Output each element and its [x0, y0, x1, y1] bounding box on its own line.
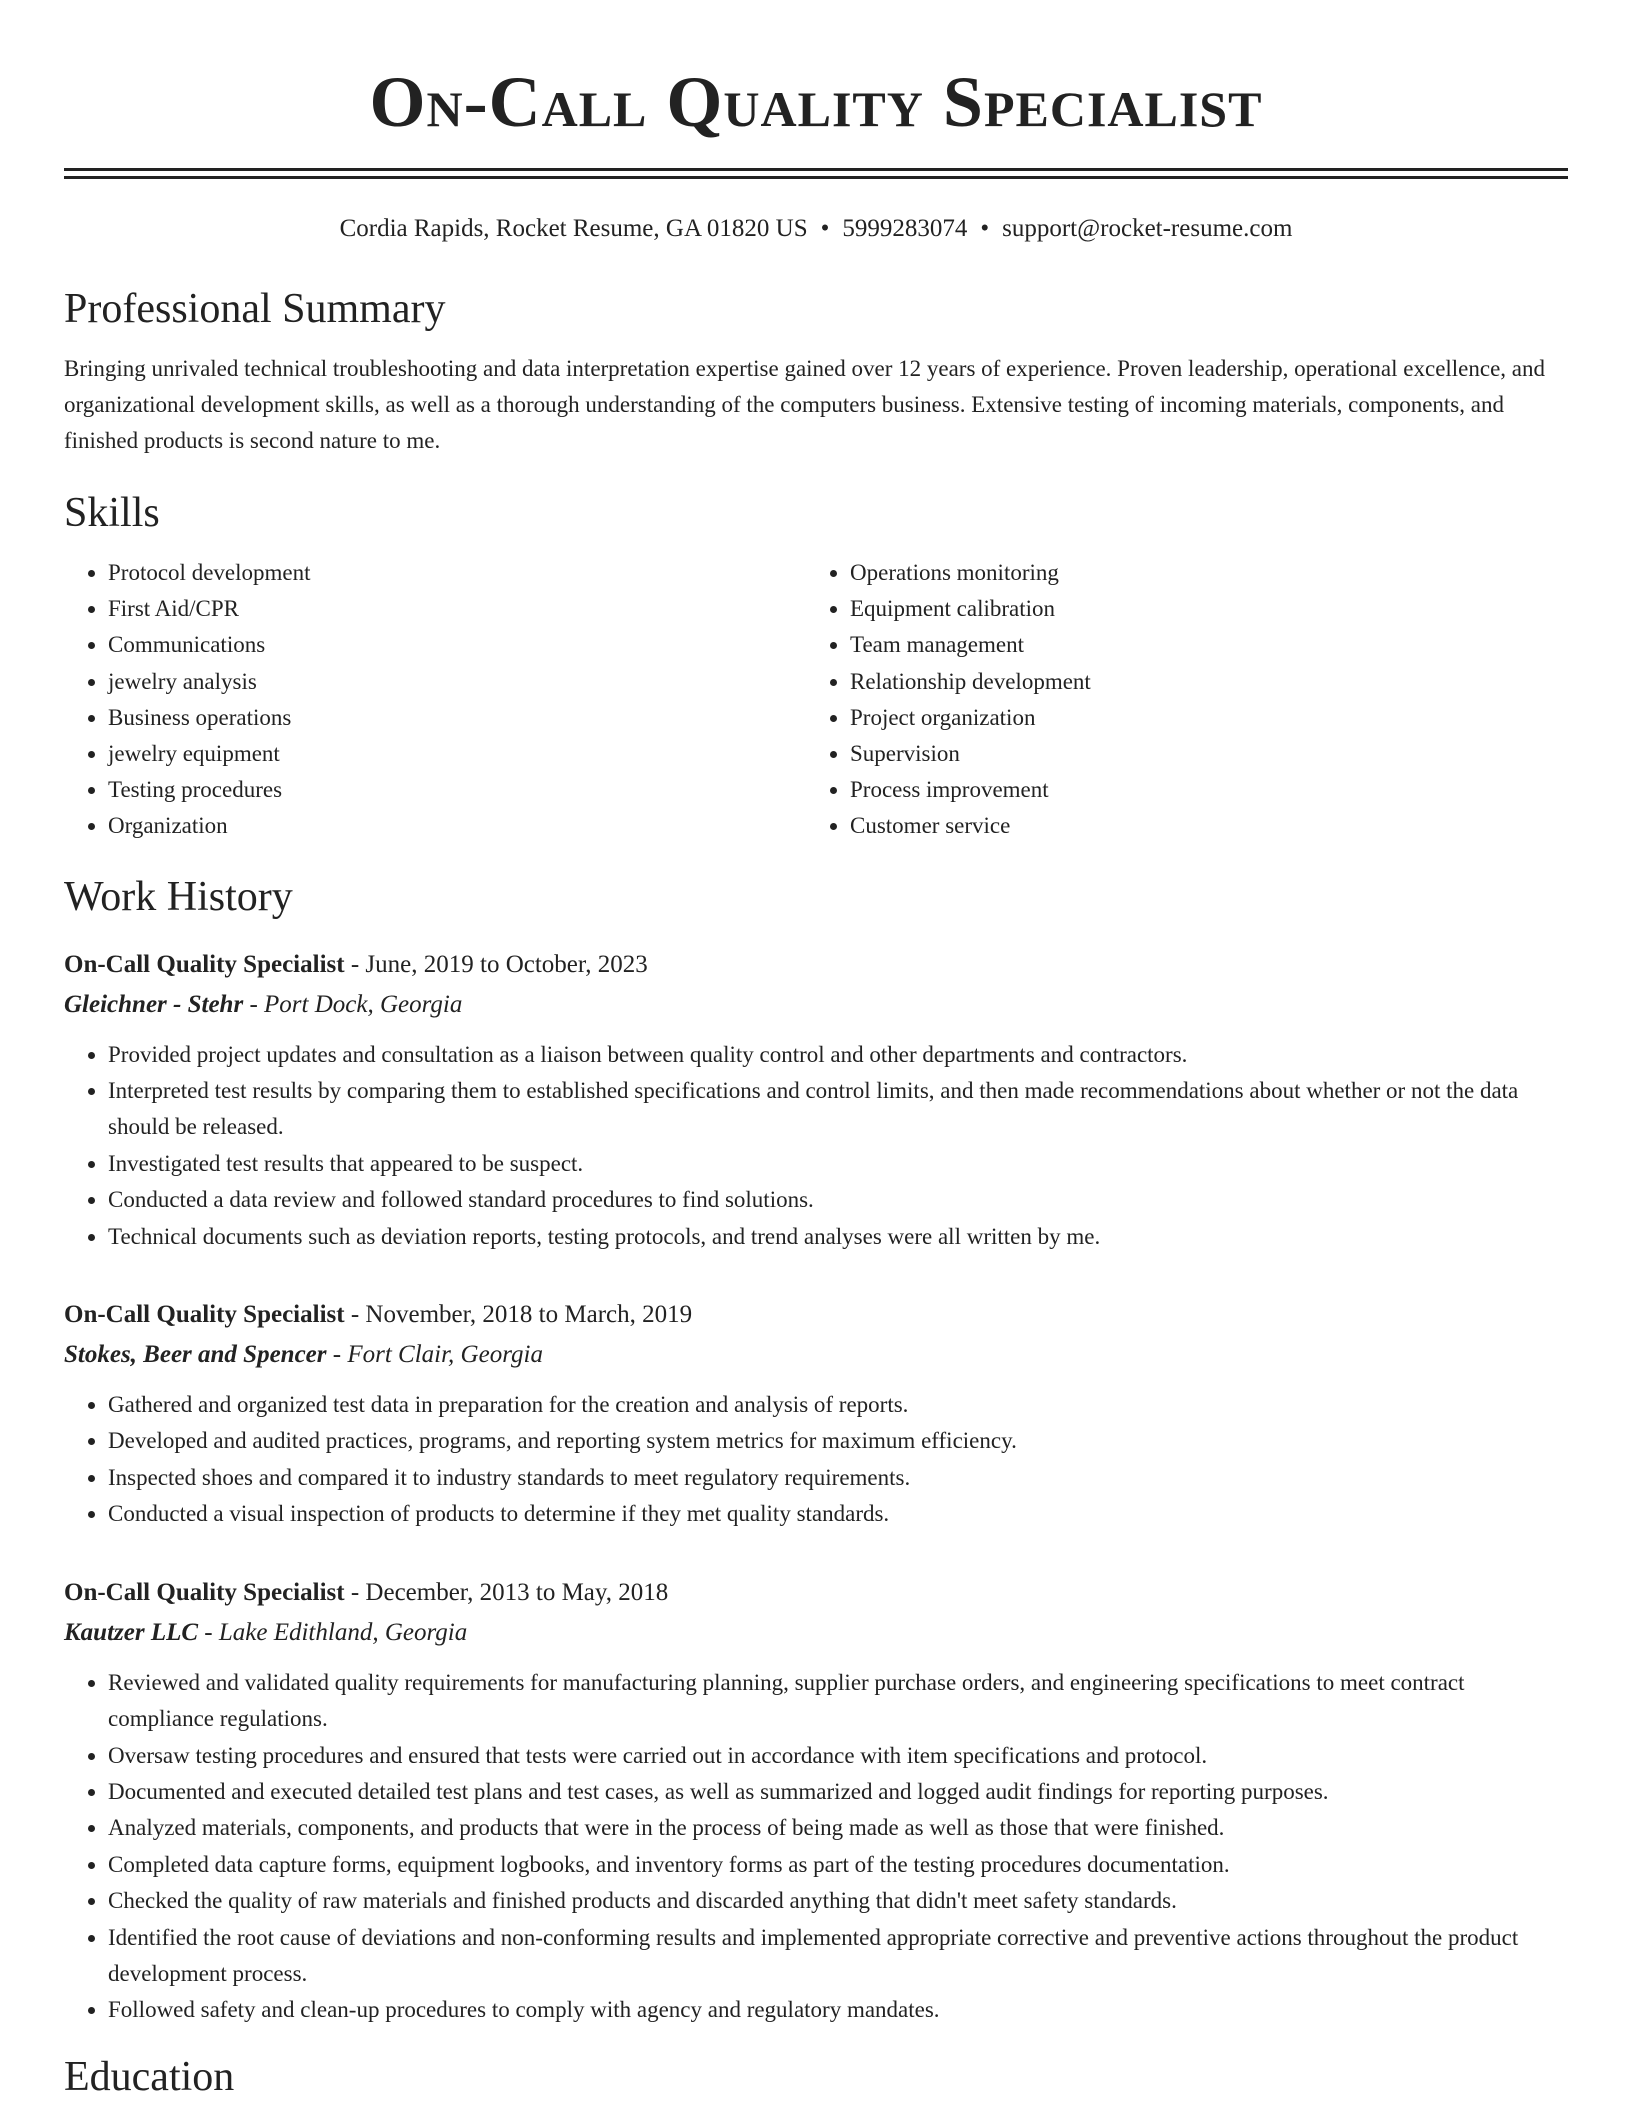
- company-location: - Fort Clair, Georgia: [326, 1341, 543, 1369]
- job-bullet: • Completed data capture forms, equipment logbooks, and inventory forms as part of the testing procedures documentation.: [108, 1847, 1568, 1883]
- job-bullet: • Technical documents such as deviation reports, testing protocols, and trend analyses were all written by me.: [108, 1219, 1568, 1255]
- summary-heading: Professional Summary: [64, 286, 446, 332]
- skill-item: • Relationship development: [850, 664, 1091, 700]
- job-title: On-Call Quality Specialist: [64, 950, 345, 978]
- job-title: On-Call Quality Specialist: [64, 1578, 345, 1606]
- job-bullet: • Inspected shoes and compared it to industry standards to meet regulatory requirements.: [108, 1460, 1568, 1496]
- resume-title: On-Call Quality Specialist: [369, 62, 1263, 142]
- skill-item: • Equipment calibration: [850, 591, 1091, 627]
- skill-item: • First Aid/CPR: [108, 591, 806, 627]
- job-entry: [64, 945, 1568, 1255]
- job-title-line: [64, 1295, 1568, 1335]
- job-bullets: [64, 1037, 1568, 1255]
- skills-column-left: [64, 555, 806, 845]
- company-location: - Port Dock, Georgia: [243, 990, 463, 1018]
- job-bullets: [64, 1387, 1568, 1533]
- contact-email: support@rocket-resume.com: [1002, 215, 1293, 242]
- skill-item: • jewelry equipment: [108, 736, 806, 772]
- company-line: [64, 1613, 1568, 1653]
- skill-item: • Supervision: [850, 736, 1091, 772]
- company-line: [64, 985, 1568, 1025]
- job-bullet: • Interpreted test results by comparing them to established specifications and control limits, and then made recommendations about whether or not the data should be released.: [108, 1073, 1568, 1146]
- work-history-heading: Work History: [64, 873, 293, 920]
- contact-separator: •: [820, 215, 830, 242]
- summary-text: Bringing unrivaled technical troubleshooting and data interpretation expertise gained over 12 years of experience. Proven leadership, operational excellence, and organizational development skills, as well as a thorough understanding of the computers business. Extensive testing of incoming materials, components, and finished products is second nature to me.: [64, 356, 1546, 453]
- job-title-line: [64, 1573, 1568, 1613]
- job-bullet: • Reviewed and validated quality requirements for manufacturing planning, supplier purchase orders, and engineering specifications to meet contract compliance regulations.: [108, 1665, 1568, 1738]
- job-bullet: • Checked the quality of raw materials and finished products and discarded anything that didn't meet safety standards.: [108, 1883, 1568, 1919]
- job-entry: [64, 1295, 1568, 1533]
- skill-item: • Process improvement: [850, 772, 1091, 808]
- skill-item: • Protocol development: [108, 555, 806, 591]
- contact-phone: 5999283074: [842, 215, 968, 242]
- skill-item: • Customer service: [850, 808, 1091, 844]
- job-bullet: • Developed and audited practices, programs, and reporting system metrics for maximum efficiency.: [108, 1423, 1568, 1459]
- job-bullet: • Followed safety and clean-up procedures to comply with agency and regulatory mandates.: [108, 1992, 1568, 2028]
- job-bullet: • Documented and executed detailed test plans and test cases, as well as summarized and logged audit findings for reporting purposes.: [108, 1774, 1568, 1810]
- skill-item: • Testing procedures: [108, 772, 806, 808]
- job-dates: - June, 2019 to October, 2023: [344, 950, 648, 978]
- job-bullet: • Conducted a visual inspection of products to determine if they met quality standards.: [108, 1496, 1568, 1532]
- skill-item: • Business operations: [108, 700, 806, 736]
- job-bullet: • Identified the root cause of deviations and non-conforming results and implemented appropriate corrective and preventive actions throughout the product development process.: [108, 1920, 1568, 1993]
- skill-item: • Organization: [108, 808, 806, 844]
- skills-column-right: [806, 555, 1091, 845]
- job-bullet: • Investigated test results that appeared to be suspect.: [108, 1146, 1568, 1182]
- job-dates: - November, 2018 to March, 2019: [344, 1301, 693, 1329]
- contact-separator: •: [980, 215, 990, 242]
- skills-heading: Skills: [64, 490, 160, 536]
- skill-item: • Team management: [850, 627, 1091, 663]
- job-bullet: • Oversaw testing procedures and ensured that tests were carried out in accordance with item specifications and protocol.: [108, 1738, 1568, 1774]
- company-name: Kautzer LLC: [64, 1618, 199, 1646]
- job-bullet: • Analyzed materials, components, and products that were in the process of being made as well as those that were finished.: [108, 1810, 1568, 1846]
- company-name: Stokes, Beer and Spencer: [64, 1341, 327, 1369]
- job-bullet: • Provided project updates and consultation as a liaison between quality control and other departments and contractors.: [108, 1037, 1568, 1073]
- skills-list: [64, 555, 1568, 845]
- skill-item: • jewelry analysis: [108, 664, 806, 700]
- job-bullet: • Conducted a data review and followed standard procedures to find solutions.: [108, 1182, 1568, 1218]
- job-entry: [64, 1573, 1568, 2029]
- skill-item: • Project organization: [850, 700, 1091, 736]
- job-bullet: • Gathered and organized test data in preparation for the creation and analysis of reports.: [108, 1387, 1568, 1423]
- contact-address: Cordia Rapids, Rocket Resume, GA 01820 US: [339, 215, 808, 242]
- company-line: [64, 1335, 1568, 1375]
- skill-item: • Operations monitoring: [850, 555, 1091, 591]
- skill-item: • Communications: [108, 627, 806, 663]
- title-divider: [64, 168, 1568, 179]
- job-title-line: [64, 945, 1568, 985]
- job-title: On-Call Quality Specialist: [64, 1301, 345, 1329]
- education-heading: Education: [64, 2053, 235, 2100]
- job-dates: - December, 2013 to May, 2018: [344, 1578, 669, 1606]
- company-location: - Lake Edithland, Georgia: [198, 1618, 468, 1646]
- company-name: Gleichner - Stehr: [64, 990, 244, 1018]
- job-bullets: [64, 1665, 1568, 2029]
- contact-line: [64, 213, 1568, 245]
